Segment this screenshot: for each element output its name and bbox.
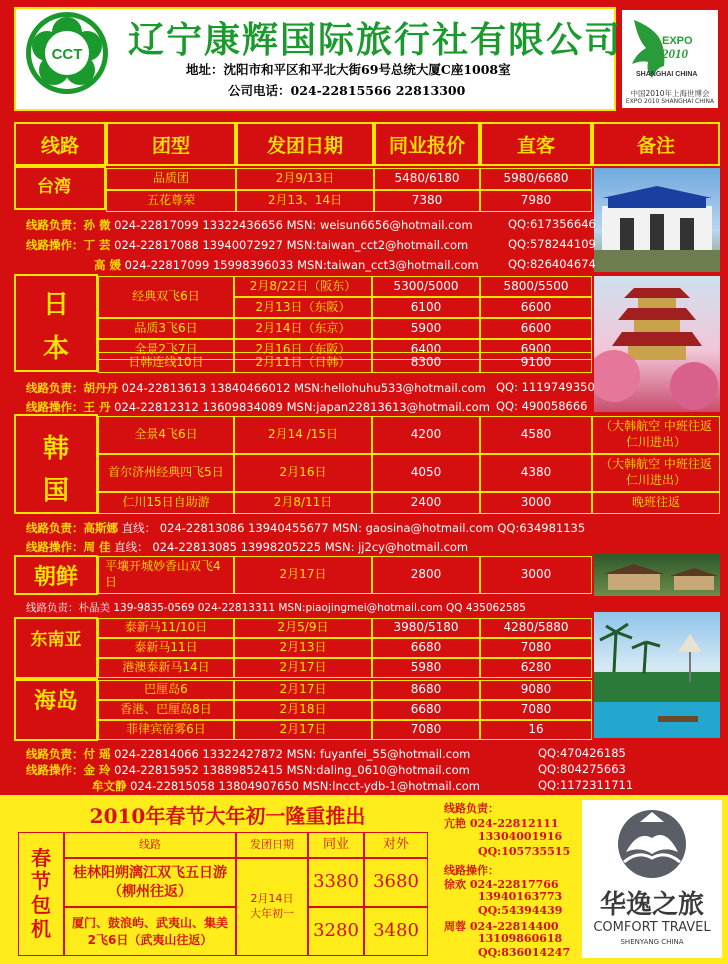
spring-op-1: 13940163773: [478, 890, 563, 903]
japan-trade-1: 6100: [372, 297, 480, 318]
taiwan-date-0: 2月9/13日: [236, 168, 374, 190]
japan-qq-0: QQ: 1119749350: [496, 380, 595, 394]
japan-trade-2: 5900: [372, 318, 480, 339]
japan-trade-4: 8300: [372, 352, 480, 373]
spring-op-2: QQ:54394439: [478, 904, 563, 917]
korea-trade-2: 2400: [372, 492, 480, 514]
korea-contact-1: 线路操作：周 佳 直线： 024-22813085 13998205225 MSN: jj2cy@hotmail.com: [26, 540, 469, 554]
korea-region-2: 国: [42, 476, 69, 506]
spring-resp-1: 13304001916: [478, 830, 563, 843]
korea-retail-0: 4580: [480, 416, 592, 454]
taiwan-retail-0: 5980/6680: [480, 168, 592, 190]
nk-retail: 3000: [480, 556, 592, 594]
japan-date-4: 2月11日（日韩）: [234, 352, 372, 373]
japan-contact-0: 线路负责：胡丹丹 024-22813613 13840466012 MSN:hellohuhu533@hotmail.com: [26, 381, 486, 395]
spring-trade-0: 3380: [308, 858, 364, 907]
sea-date-2: 2月17日: [234, 658, 372, 678]
col-trade: 同业报价: [374, 122, 480, 166]
japan-trade-3: 6400: [372, 339, 480, 360]
col-date: 发团日期: [236, 122, 374, 166]
korea-note-2: 晚班往返: [592, 492, 720, 514]
korea-note-1: （大韩航空 中班往返 仁川进出）: [592, 454, 720, 492]
taiwan-type-0: 品质团: [106, 168, 236, 190]
sea-type-2: 港澳泰新马14日: [98, 658, 234, 678]
japan-type-0: 经典双飞6日: [98, 276, 234, 318]
cct-logo: [22, 10, 112, 96]
sea-type-0: 泰新马11/10日: [98, 618, 234, 638]
japan-retail-0: 5800/5500: [480, 276, 592, 297]
island-retail-2: 16: [480, 720, 592, 740]
japan-type-4: 日韩连线10日: [98, 352, 234, 373]
brand-city: SHENYANG CHINA: [620, 938, 684, 946]
spring-resp-2: QQ:105735515: [478, 845, 571, 858]
korea-retail-1: 4380: [480, 454, 592, 492]
svg-text:2010: 2010: [662, 46, 688, 61]
korea-contact-0: 线路负责：高斯娜 直线： 024-22813086 13940455677 MSN: gaosina@hotmail.com QQ:634981135: [26, 521, 586, 535]
japan-type-2: 品质3飞6日: [98, 318, 234, 339]
korea-retail-2: 3000: [480, 492, 592, 514]
island-retail-1: 7080: [480, 700, 592, 720]
island-type-2: 菲律宾宿雾6日: [98, 720, 234, 740]
korea-trade-1: 4050: [372, 454, 480, 492]
svg-text:CCT: CCT: [51, 46, 83, 63]
taiwan-contact-0: 线路负责：孙 微 024-22817099 13322436656 MSN: weisun6656@hotmail.com: [26, 218, 473, 232]
company-address: 地址：沈阳市和平区和平北大街69号总统大厦C座1008室: [186, 62, 511, 77]
korea-date-1: 2月16日: [234, 454, 372, 492]
spring-title: 2010年春节大年初一隆重推出: [89, 804, 366, 828]
taiwan-qq-2: QQ:826404674: [508, 257, 596, 271]
nk-trade: 2800: [372, 556, 480, 594]
spring-op2-2: QQ:836014247: [478, 946, 571, 959]
sea-type-1: 泰新马11日: [98, 638, 234, 658]
korea-date-0: 2月14 /15日: [234, 416, 372, 454]
taiwan-trade-0: 5480/6180: [374, 168, 480, 190]
sea-retail-0: 4280/5880: [480, 618, 592, 638]
expo-cn: 中国2010年上海世博会: [630, 89, 710, 98]
japan-date-3: 2月16日（东阪）: [234, 339, 372, 360]
taiwan-region: 台湾: [37, 176, 71, 197]
expo-en: EXPO 2010 SHANGHAI CHINA: [625, 98, 715, 105]
spring-route-0: 桂林阳朔漓江双飞五日游（柳州往返）: [64, 858, 236, 907]
island-photo: [594, 612, 720, 738]
spring-op-label: 线路操作：: [444, 864, 499, 877]
korea-date-2: 2月8/11日: [234, 492, 372, 514]
spring-col-trade: 同业: [308, 832, 364, 858]
spring-col-route: 线路: [64, 832, 236, 858]
island-date-2: 2月17日: [234, 720, 372, 740]
nk-type: 平壤开城妙香山双飞4日: [98, 556, 234, 594]
brand-en: COMFORT TRAVEL: [593, 920, 711, 935]
island-contact-2: 牟文静 024-22815058 13804907650 MSN:lncct-ydb-1@hotmail.com: [92, 779, 480, 793]
taiwan-type-1: 五花尊荣: [106, 190, 236, 212]
japan-photo: [594, 276, 720, 412]
spring-op2-0: 周蓉 024-22814400: [444, 920, 559, 933]
company-name: 辽宁康辉国际旅行社有限公司: [128, 19, 623, 61]
island-date-0: 2月17日: [234, 680, 372, 700]
island-region: 海岛: [33, 689, 78, 714]
japan-type-3: 全景2飞7日: [98, 339, 234, 360]
japan-date-0: 2月8/22日（阪东）: [234, 276, 372, 297]
island-type-0: 巴厘岛6: [98, 680, 234, 700]
island-contact-1: 线路操作：金 玲 024-22815952 13889852415 MSN:daling_0610@hotmail.com: [26, 763, 470, 777]
island-contact-0: 线路负责：付 瑶 024-22814066 13322427872 MSN: fuyanfei_55@hotmail.com: [26, 747, 471, 761]
spring-op2-1: 13109860618: [478, 932, 563, 945]
brand-cn: 华逸之旅: [599, 890, 704, 920]
sea-region: 东南亚: [30, 630, 82, 650]
japan-trade-0: 5300/5000: [372, 276, 480, 297]
taiwan-retail-1: 7980: [480, 190, 592, 212]
col-retail: 直客: [480, 122, 592, 166]
sea-date-0: 2月5/9日: [234, 618, 372, 638]
island-qq-0: QQ:470426185: [538, 746, 626, 760]
spring-op-0: 徐欢 024-22817766: [444, 878, 559, 891]
col-note: 备注: [592, 122, 720, 166]
island-trade-1: 6680: [372, 700, 480, 720]
japan-contact-1: 线路操作：王 丹 024-22812312 13609834089 MSN:japan22813613@hotmail.com: [26, 400, 490, 414]
spring-trade-1: 3280: [308, 907, 364, 956]
korea-trade-0: 4200: [372, 416, 480, 454]
japan-retail-2: 6600: [480, 318, 592, 339]
expo-logo: [622, 10, 718, 108]
nk-region: 朝鲜: [33, 565, 78, 590]
sea-retail-1: 7080: [480, 638, 592, 658]
taiwan-photo: [594, 168, 720, 272]
svg-text:SHANGHAI CHINA: SHANGHAI CHINA: [636, 71, 698, 78]
taiwan-contact-1: 线路操作：丁 芸 024-22817088 13940072927 MSN:taiwan_cct2@hotmail.com: [26, 238, 469, 252]
island-trade-2: 7080: [372, 720, 480, 740]
island-qq-1: QQ:804275663: [538, 762, 626, 776]
taiwan-date-1: 2月13、14日: [236, 190, 374, 212]
korea-note-0: （大韩航空 中班往返 仁川进出）: [592, 416, 720, 454]
nk-date: 2月17日: [234, 556, 372, 594]
island-date-1: 2月18日: [234, 700, 372, 720]
japan-retail-3: 6900: [480, 339, 592, 360]
spring-retail-0: 3680: [364, 858, 428, 907]
japan-region-2: 本: [42, 334, 69, 364]
taiwan-qq-0: QQ:617356646: [508, 217, 596, 231]
sea-trade-1: 6680: [372, 638, 480, 658]
spring-side-label: 春 节 包 机: [18, 832, 64, 956]
island-retail-0: 9080: [480, 680, 592, 700]
nk-photo: [594, 554, 720, 596]
spring-route-1: 厦门、鼓浪屿、武夷山、集美2飞6日（武夷山往返）: [64, 907, 236, 956]
island-qq-2: QQ:1172311711: [538, 778, 634, 792]
japan-region-1: 日: [42, 290, 69, 320]
taiwan-qq-1: QQ:578244109: [508, 237, 596, 251]
sea-retail-2: 6280: [480, 658, 592, 678]
spring-resp-0: 亢艳 024-22812111: [444, 817, 559, 830]
korea-type-2: 仁川15日自助游: [98, 492, 234, 514]
japan-retail-1: 6600: [480, 297, 592, 318]
island-trade-0: 8680: [372, 680, 480, 700]
japan-qq-1: QQ: 490058666: [496, 399, 588, 413]
japan-date-1: 2月13日（东阪）: [234, 297, 372, 318]
taiwan-trade-1: 7380: [374, 190, 480, 212]
col-type: 团型: [106, 122, 236, 166]
nk-contact: 线路负责：朴晶美 139-9835-0569 024-22813311 MSN:piaojingmei@hotmail.com QQ 435062585: [26, 602, 526, 614]
svg-text:EXPO: EXPO: [662, 35, 693, 47]
japan-date-2: 2月14日（东京）: [234, 318, 372, 339]
sea-trade-2: 5980: [372, 658, 480, 678]
comfort-travel-logo: [582, 800, 722, 958]
col-route: 线路: [14, 122, 106, 166]
spring-resp-label: 线路负责：: [444, 802, 499, 815]
sea-date-1: 2月13日: [234, 638, 372, 658]
spring-date: 2月14日 大年初一: [236, 858, 308, 956]
korea-region-1: 韩: [42, 434, 69, 464]
spring-col-date: 发团日期: [236, 832, 308, 858]
company-phone: 公司电话：024-22815566 22813300: [228, 83, 466, 98]
japan-retail-4: 9100: [480, 352, 592, 373]
sea-trade-0: 3980/5180: [372, 618, 480, 638]
korea-type-0: 全景4飞6日: [98, 416, 234, 454]
island-type-1: 香港、巴厘岛8日: [98, 700, 234, 720]
spring-col-retail: 对外: [364, 832, 428, 858]
spring-retail-1: 3480: [364, 907, 428, 956]
korea-type-1: 首尔济州经典四飞5日: [98, 454, 234, 492]
taiwan-contact-2: 高 媛 024-22817099 15998396033 MSN:taiwan_cct3@hotmail.com: [94, 258, 479, 272]
